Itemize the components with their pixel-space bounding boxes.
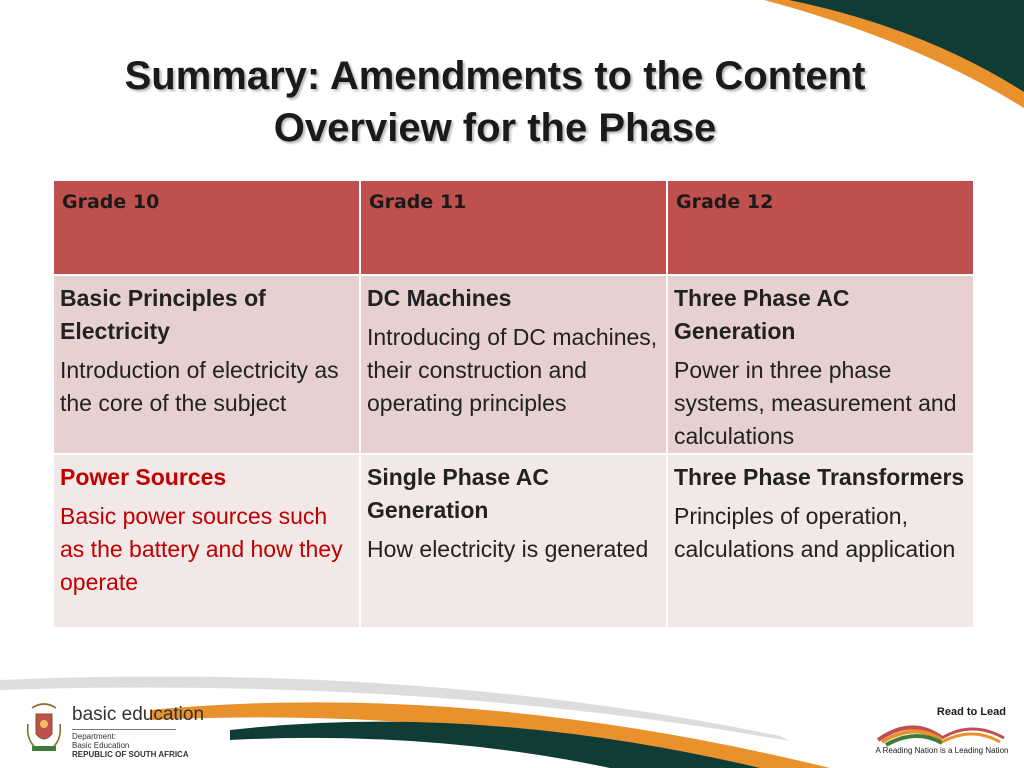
slide-title xyxy=(40,50,950,154)
content-overview-table xyxy=(52,179,975,629)
cell-grade-12-topic-1 xyxy=(667,275,974,454)
topic-description: Principles of operation, calculations and application xyxy=(674,503,956,562)
table-row xyxy=(53,275,974,454)
read-to-lead-title: Read to Lead xyxy=(936,706,1006,718)
topic-description: Introducing of DC machines, their construction and operating principles xyxy=(367,324,658,416)
cell-grade-11-topic-1 xyxy=(360,275,667,454)
topic-description: Introduction of electricity as the core of the subject xyxy=(60,357,339,416)
topic-heading: Single Phase AC Generation xyxy=(367,464,549,523)
topic-heading: Three Phase AC Generation xyxy=(674,285,850,344)
slide-title-line-1: Summary: Amendments to the Content xyxy=(124,54,866,98)
topic-description: How electricity is generated xyxy=(367,536,649,562)
slide-title-line-2: Overview for the Phase xyxy=(273,106,717,150)
topic-heading: Basic Principles of Electricity xyxy=(60,285,266,344)
header-label: Grade 10 xyxy=(62,191,160,213)
topic-heading: Three Phase Transformers xyxy=(674,464,965,490)
read-to-lead-logo xyxy=(872,702,1012,762)
header-grade-12 xyxy=(667,180,974,275)
header-label: Grade 11 xyxy=(369,191,467,213)
dbe-branding xyxy=(72,704,204,760)
dbe-department-name: Basic Education xyxy=(72,741,130,750)
table-header-row xyxy=(53,180,974,275)
topic-description: Power in three phase systems, measurement and calculations xyxy=(674,357,957,449)
dbe-divider xyxy=(72,729,176,730)
table-row xyxy=(53,454,974,628)
dbe-department-label: Department: xyxy=(72,732,117,741)
topic-description: Basic power sources such as the battery and how they operate xyxy=(60,503,343,595)
cell-grade-11-topic-2 xyxy=(360,454,667,628)
cell-grade-12-topic-2 xyxy=(667,454,974,628)
cell-grade-10-topic-2 xyxy=(53,454,360,628)
topic-heading: DC Machines xyxy=(367,285,512,311)
header-grade-11 xyxy=(360,180,667,275)
header-grade-10 xyxy=(53,180,360,275)
dbe-title: basic education xyxy=(72,704,205,725)
read-to-lead-tagline: A Reading Nation is a Leading Nation xyxy=(875,746,1009,755)
cell-grade-10-topic-1 xyxy=(53,275,360,454)
topic-heading: Power Sources xyxy=(60,464,227,490)
dbe-country: REPUBLIC OF SOUTH AFRICA xyxy=(72,750,189,759)
header-label: Grade 12 xyxy=(676,191,774,213)
